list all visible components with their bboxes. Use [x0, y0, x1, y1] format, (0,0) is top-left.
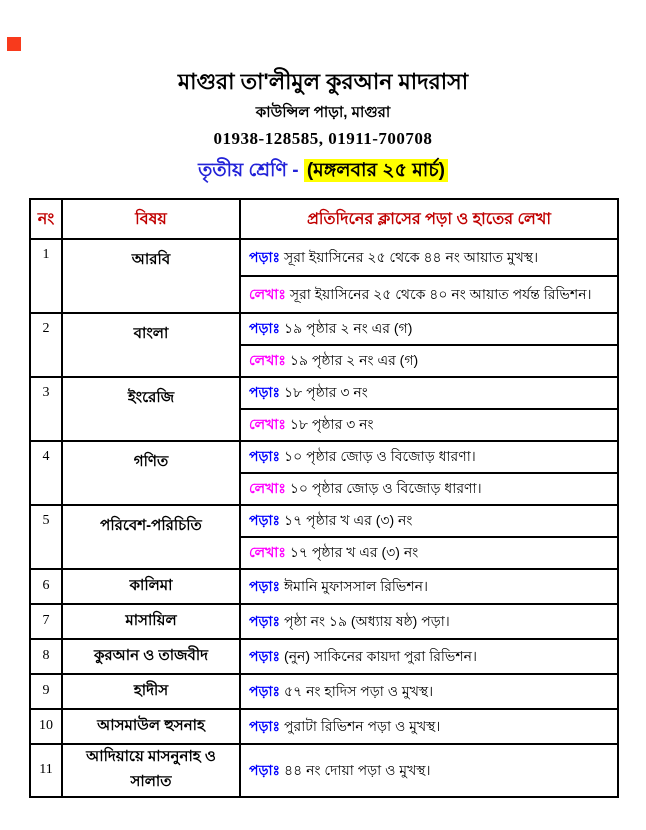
read-cell	[240, 569, 618, 604]
read-label: পড়াঃ	[249, 761, 281, 778]
write-cell	[240, 345, 618, 377]
subject-cell: কুরআন ও তাজবীদ	[62, 639, 240, 674]
row-number: 7	[30, 604, 62, 639]
subject-cell: গণিত	[62, 441, 240, 505]
table-row	[30, 505, 618, 537]
table-row	[30, 604, 618, 639]
subject-cell: বাংলা	[62, 313, 240, 377]
red-mark	[7, 37, 21, 51]
read-cell	[240, 639, 618, 674]
read-text: ১৭ পৃষ্ঠার খ এর (৩) নং	[284, 512, 413, 528]
read-text: ১০ পৃষ্ঠার জোড় ও বিজোড় ধারণা।	[284, 448, 476, 464]
table-row	[30, 441, 618, 473]
table-row	[30, 639, 618, 674]
read-text: ঈমানি মুফাসসাল রিভিশন।	[284, 577, 428, 594]
read-text: ৫৭ নং হাদিস পড়া ও মুখস্থ।	[284, 682, 434, 699]
row-number: 4	[30, 441, 62, 505]
schedule-table	[29, 198, 619, 798]
read-label: পড়াঃ	[249, 577, 281, 594]
subject-cell: আসমাউল হুসনাহ	[62, 709, 240, 744]
row-number: 11	[30, 744, 62, 797]
write-cell	[240, 409, 618, 441]
phone-numbers: 01938-128585, 01911-700708	[213, 129, 433, 148]
col-header-subject: বিষয়	[62, 199, 240, 239]
subject-cell: আরবি	[62, 239, 240, 313]
read-cell	[240, 709, 618, 744]
read-cell	[240, 239, 618, 276]
read-cell	[240, 744, 618, 797]
read-label: পড়াঃ	[249, 612, 281, 629]
row-number: 2	[30, 313, 62, 377]
page-subtitle: কাউন্সিল পাড়া, মাগুরা	[255, 104, 391, 121]
read-text: পৃষ্ঠা নং ১৯ (অধ্যায় ষষ্ঠ) পড়া।	[284, 612, 450, 629]
class-line	[0, 157, 646, 184]
read-cell	[240, 313, 618, 345]
col-header-no: নং	[30, 199, 62, 239]
write-text: ১৯ পৃষ্ঠার ২ নং এর (গ)	[289, 352, 419, 368]
row-number: 9	[30, 674, 62, 709]
write-label: লেখাঃ	[249, 285, 286, 302]
read-label: পড়াঃ	[249, 448, 281, 464]
write-label: লেখাঃ	[249, 480, 286, 496]
write-text: ১৮ পৃষ্ঠার ৩ নং	[289, 416, 374, 432]
read-label: পড়াঃ	[249, 717, 281, 734]
table-header-row	[30, 199, 618, 239]
write-label: লেখাঃ	[249, 416, 286, 432]
class-date-highlight: (মঙ্গলবার ২৫ মার্চ)	[304, 159, 448, 182]
class-title: তৃতীয় শ্রেণি -	[198, 160, 299, 181]
table-row	[30, 744, 618, 797]
table-row	[30, 709, 618, 744]
row-number: 3	[30, 377, 62, 441]
write-label: লেখাঃ	[249, 352, 286, 368]
row-number: 10	[30, 709, 62, 744]
read-label: পড়াঃ	[249, 647, 281, 664]
subject-cell: হাদীস	[62, 674, 240, 709]
write-cell	[240, 276, 618, 313]
read-cell	[240, 441, 618, 473]
write-text: ১৭ পৃষ্ঠার খ এর (৩) নং	[289, 544, 419, 560]
table-row	[30, 674, 618, 709]
write-cell	[240, 537, 618, 569]
read-cell	[240, 505, 618, 537]
table-row	[30, 377, 618, 409]
read-text: ১৯ পৃষ্ঠার ২ নং এর (গ)	[284, 320, 413, 336]
read-text: ৪৪ নং দোয়া পড়া ও মুখস্থ।	[284, 761, 431, 778]
read-text: ১৮ পৃষ্ঠার ৩ নং	[284, 384, 368, 400]
subject-cell: মাসায়িল	[62, 604, 240, 639]
subject-cell: আদিয়ায়ে মাসনুনাহ ও সালাত	[62, 744, 240, 797]
read-cell	[240, 604, 618, 639]
table-row	[30, 569, 618, 604]
read-cell	[240, 674, 618, 709]
row-number: 1	[30, 239, 62, 313]
read-label: পড়াঃ	[249, 512, 281, 528]
subject-cell: ইংরেজি	[62, 377, 240, 441]
row-number: 5	[30, 505, 62, 569]
write-label: লেখাঃ	[249, 544, 286, 560]
read-label: পড়াঃ	[249, 248, 281, 265]
write-text: ১০ পৃষ্ঠার জোড় ও বিজোড় ধারণা।	[289, 480, 482, 496]
subject-cell: পরিবেশ-পরিচিতি	[62, 505, 240, 569]
page-title: মাগুরা তা'লীমুল কুরআন মাদরাসা	[177, 69, 469, 94]
table-row	[30, 313, 618, 345]
write-cell	[240, 473, 618, 505]
read-label: পড়াঃ	[249, 682, 281, 699]
col-header-content: প্রতিদিনের ক্লাসের পড়া ও হাতের লেখা	[240, 199, 618, 239]
read-text: সূরা ইয়াসিনের ২৫ থেকে ৪৪ নং আয়াত মুখস্থ।	[284, 248, 539, 265]
write-text: সূরা ইয়াসিনের ২৫ থেকে ৪০ নং আয়াত পর্যন্ত রিভিশন।	[289, 285, 592, 302]
read-cell	[240, 377, 618, 409]
read-text: (নুন) সাকিনের কায়দা পুরা রিভিশন।	[284, 647, 477, 664]
read-label: পড়াঃ	[249, 384, 281, 400]
read-text: পুরাটা রিভিশন পড়া ও মুখস্থ।	[284, 717, 441, 734]
read-label: পড়াঃ	[249, 320, 281, 336]
row-number: 8	[30, 639, 62, 674]
table-row	[30, 239, 618, 276]
subject-cell: কালিমা	[62, 569, 240, 604]
document-header	[0, 0, 646, 184]
row-number: 6	[30, 569, 62, 604]
